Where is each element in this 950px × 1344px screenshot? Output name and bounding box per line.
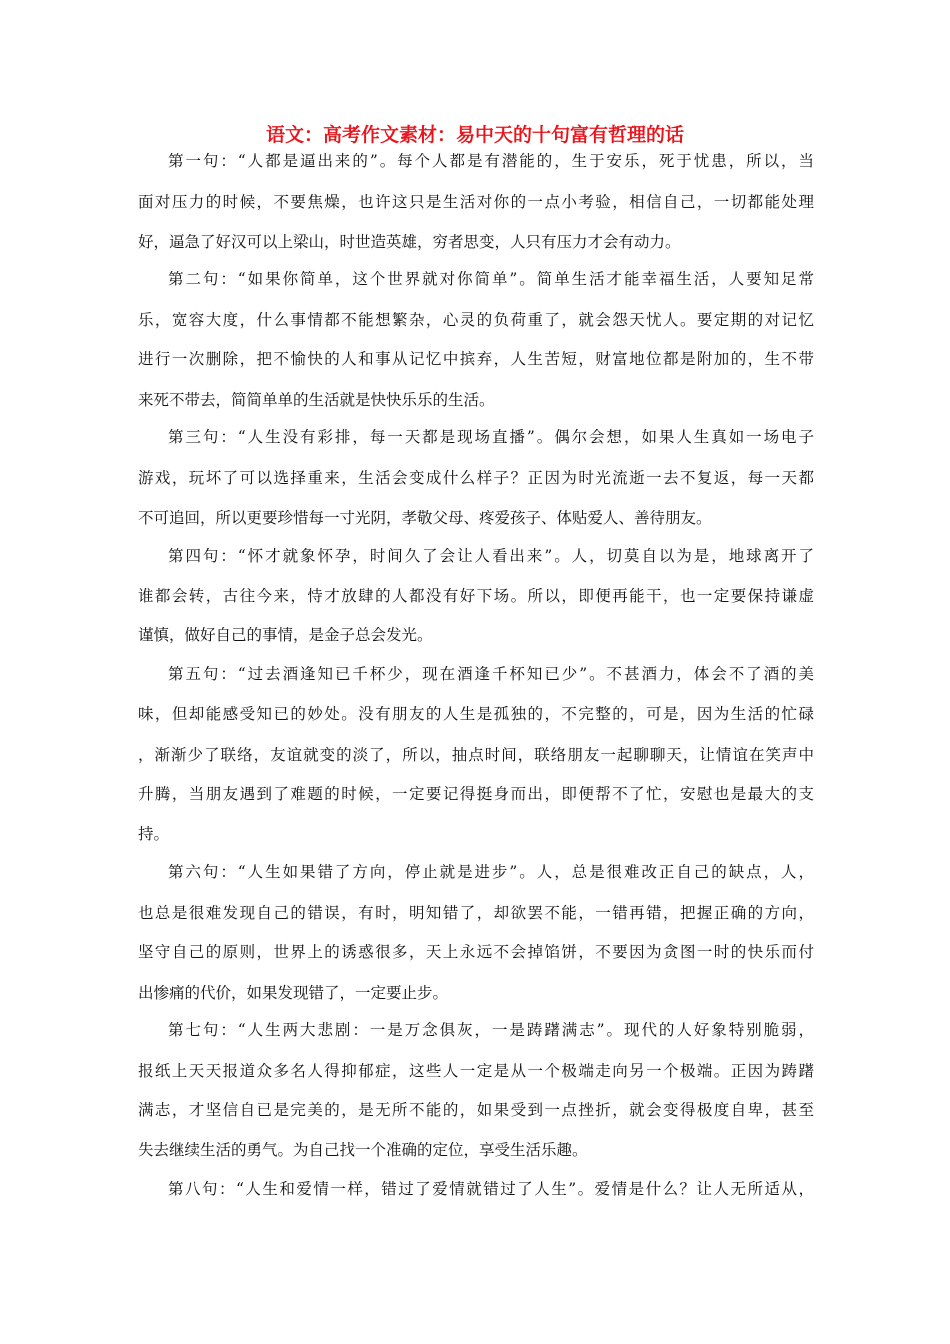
paragraph-6-line-1: 第六句：“人生如果错了方向，停止就是进步”。人，总是很难改正自己的缺点，人， bbox=[168, 863, 814, 881]
paragraph-6-line-3: 坚守自己的原则，世界上的诱惑很多，天上永远不会掉馅饼，不要因为贪图一时的快乐而付 bbox=[138, 943, 814, 961]
paragraph-3-line-2: 游戏，玩坏了可以选择重来，生活会变成什么样子？正因为时光流逝一去不复返，每一天都 bbox=[138, 469, 814, 487]
paragraph-5-line-4: 升腾，当朋友遇到了难题的时候，一定要记得挺身而出，即便帮不了忙，安慰也是最大的支 bbox=[138, 785, 814, 803]
paragraph-6-line-4: 出惨痛的代价，如果发现错了，一定要止步。 bbox=[138, 984, 449, 1002]
paragraph-5-line-2: 味，但却能感受知已的妙处。没有朋友的人生是孤独的，不完整的，可是，因为生活的忙碌 bbox=[138, 705, 814, 723]
paragraph-7-line-1: 第七句：“人生两大悲剧：一是万念俱灰，一是踌躇满志”。现代的人好象特别脆弱， bbox=[168, 1021, 814, 1039]
paragraph-2-line-4: 来死不带去，简简单单的生活就是快快乐乐的生活。 bbox=[138, 391, 495, 409]
paragraph-7-line-3: 满志，才坚信自已是完美的，是无所不能的，如果受到一点挫折，就会变得极度自卑，甚至 bbox=[138, 1101, 814, 1119]
paragraph-6-line-2: 也总是很难发现自己的错误，有时，明知错了，却欲罢不能，一错再错，把握正确的方向， bbox=[138, 904, 814, 922]
paragraph-1-line-2: 面对压力的时候，不要焦燥，也许这只是生活对你的一点小考验，相信自己，一切都能处理 bbox=[138, 193, 814, 211]
paragraph-5-line-5: 持。 bbox=[138, 825, 170, 843]
paragraph-1-line-1: 第一句：“人都是逼出来的”。每个人都是有潜能的，生于安乐，死于忧患，所以，当 bbox=[168, 152, 814, 170]
document-title: 语文：高考作文素材：易中天的十句富有哲理的话 bbox=[265, 124, 684, 146]
paragraph-4-line-2: 谁都会转，古往今来，恃才放肆的人都没有好下场。所以，即便再能干，也一定要保持谦虚 bbox=[138, 587, 814, 605]
paragraph-4-line-1: 第四句：“怀才就象怀孕，时间久了会让人看出来”。人，切莫自以为是，地球离开了 bbox=[168, 547, 814, 565]
paragraph-7-line-2: 报纸上天天报道众多名人得抑郁症，这些人一定是从一个极端走向另一个极端。正因为踌躇 bbox=[138, 1062, 814, 1080]
paragraph-2-line-1: 第二句：“如果你简单，这个世界就对你简单”。简单生活才能幸福生活，人要知足常 bbox=[168, 270, 814, 288]
paragraph-4-line-3: 谨慎，做好自己的事情，是金子总会发光。 bbox=[138, 626, 433, 644]
paragraph-3-line-1: 第三句：“人生没有彩排，每一天都是现场直播”。偶尔会想，如果人生真如一场电子 bbox=[168, 428, 814, 446]
paragraph-2-line-3: 进行一次删除，把不愉快的人和事从记忆中摈弃，人生苦短，财富地位都是附加的，生不带 bbox=[138, 350, 814, 368]
paragraph-5-line-1: 第五句：“过去酒逢知已千杯少，现在酒逢千杯知已少”。不甚酒力，体会不了酒的美 bbox=[168, 665, 814, 683]
paragraph-3-line-3: 不可追回，所以更要珍惜每一寸光阴，孝敬父母、疼爱孩子、体贴爱人、善待朋友。 bbox=[138, 509, 712, 527]
paragraph-5-line-3: ，渐渐少了联络，友谊就变的淡了，所以，抽点时间，联络朋友一起聊聊天，让情谊在笑声中 bbox=[138, 746, 814, 764]
paragraph-8-line-1: 第八句：“人生和爱情一样，错过了爱情就错过了人生”。爱情是什么？让人无所适从， bbox=[168, 1180, 814, 1198]
paragraph-2-line-2: 乐，宽容大度，什么事情都不能想繁杂，心灵的负荷重了，就会怨天忧人。要定期的对记忆 bbox=[138, 311, 814, 329]
paragraph-7-line-4: 失去继续生活的勇气。为自己找一个准确的定位，享受生活乐趣。 bbox=[138, 1141, 588, 1159]
paragraph-1-line-3: 好，逼急了好汉可以上梁山，时世造英雄，穷者思变，人只有压力才会有动力。 bbox=[138, 233, 681, 251]
